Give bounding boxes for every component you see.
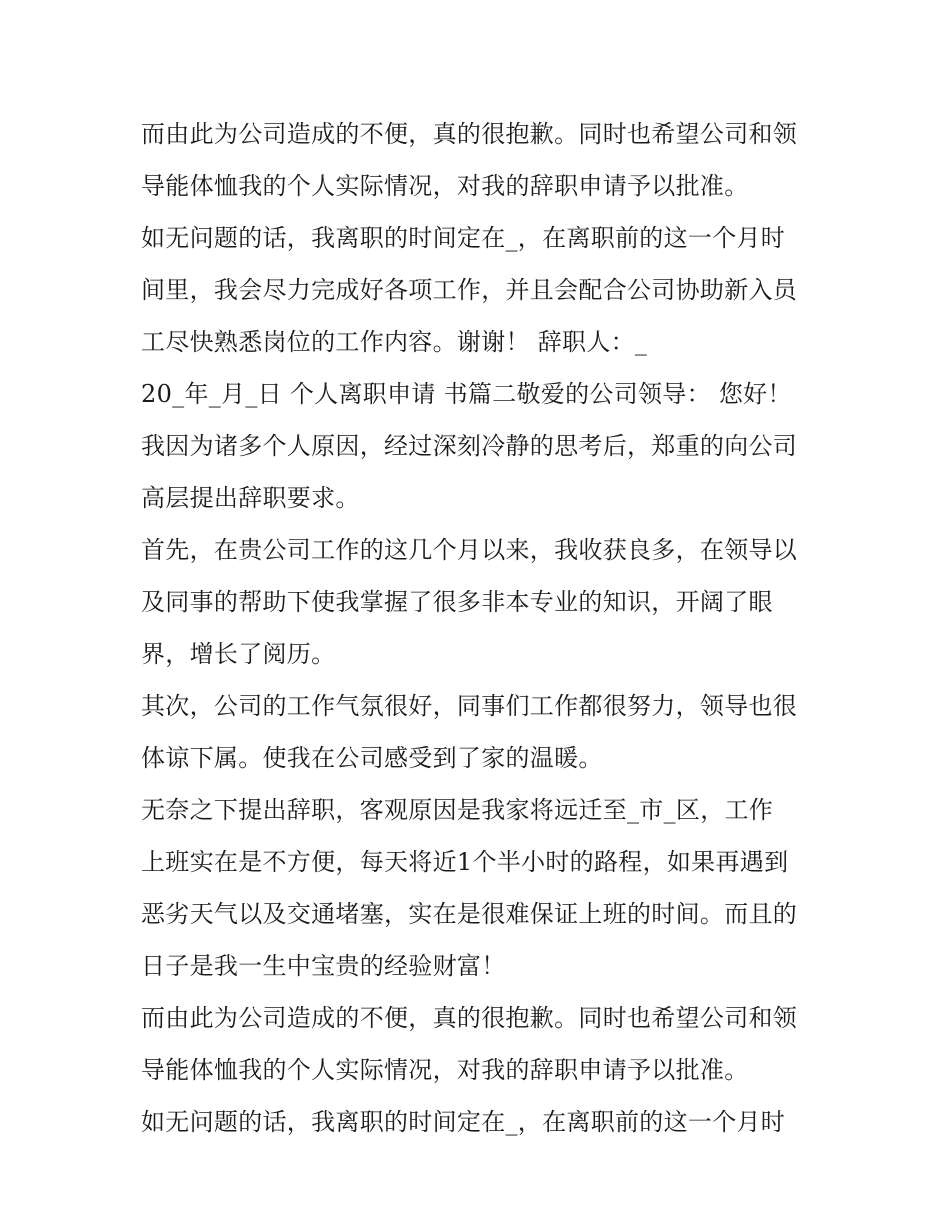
text-line: 20_年_月_日 个人离职申请 书篇二敬爱的公司领导： 您好！ <box>141 380 792 408</box>
document-body <box>141 108 821 1148</box>
text-line: 如无问题的话，我离职的时间定在_，在离职前的这一个月时 <box>141 1108 786 1136</box>
text-line: 导能体恤我的个人实际情况，对我的辞职申请予以批准。 <box>141 1056 749 1084</box>
text-line: 其次，公司的工作气氛很好，同事们工作都很努力，领导也很 <box>141 692 798 720</box>
text-line: 界，增长了阅历。 <box>141 640 336 668</box>
text-line: 上班实在是不方便，每天将近1个半小时的路程，如果再遇到 <box>141 848 789 876</box>
text-line: 工尽快熟悉岗位的工作内容。谢谢！ 辞职人：_ <box>141 328 648 356</box>
text-line: 高层提出辞职要求。 <box>141 484 360 512</box>
text-line: 而由此为公司造成的不便，真的很抱歉。同时也希望公司和领 <box>141 1004 798 1032</box>
text-line: 首先，在贵公司工作的这几个月以来，我收获良多，在领导以 <box>141 536 798 564</box>
text-line: 间里，我会尽力完成好各项工作，并且会配合公司协助新入员 <box>141 276 798 304</box>
text-line: 而由此为公司造成的不便，真的很抱歉。同时也希望公司和领 <box>141 120 798 148</box>
text-line: 及同事的帮助下使我掌握了很多非本专业的知识，开阔了眼 <box>141 588 773 616</box>
text-line: 如无问题的话，我离职的时间定在_，在离职前的这一个月时 <box>141 224 786 252</box>
text-line: 日子是我一生中宝贵的经验财富！ <box>141 952 506 980</box>
text-line: 我因为诸多个人原因，经过深刻冷静的思考后，郑重的向公司 <box>141 432 798 460</box>
text-line: 无奈之下提出辞职，客观原因是我家将远迁至_市_区，工作 <box>141 796 774 824</box>
text-line: 恶劣天气以及交通堵塞，实在是很难保证上班的时间。而且的 <box>141 900 798 928</box>
text-line: 体谅下属。使我在公司感受到了家的温暖。 <box>141 744 603 772</box>
text-line: 导能体恤我的个人实际情况，对我的辞职申请予以批准。 <box>141 172 749 200</box>
